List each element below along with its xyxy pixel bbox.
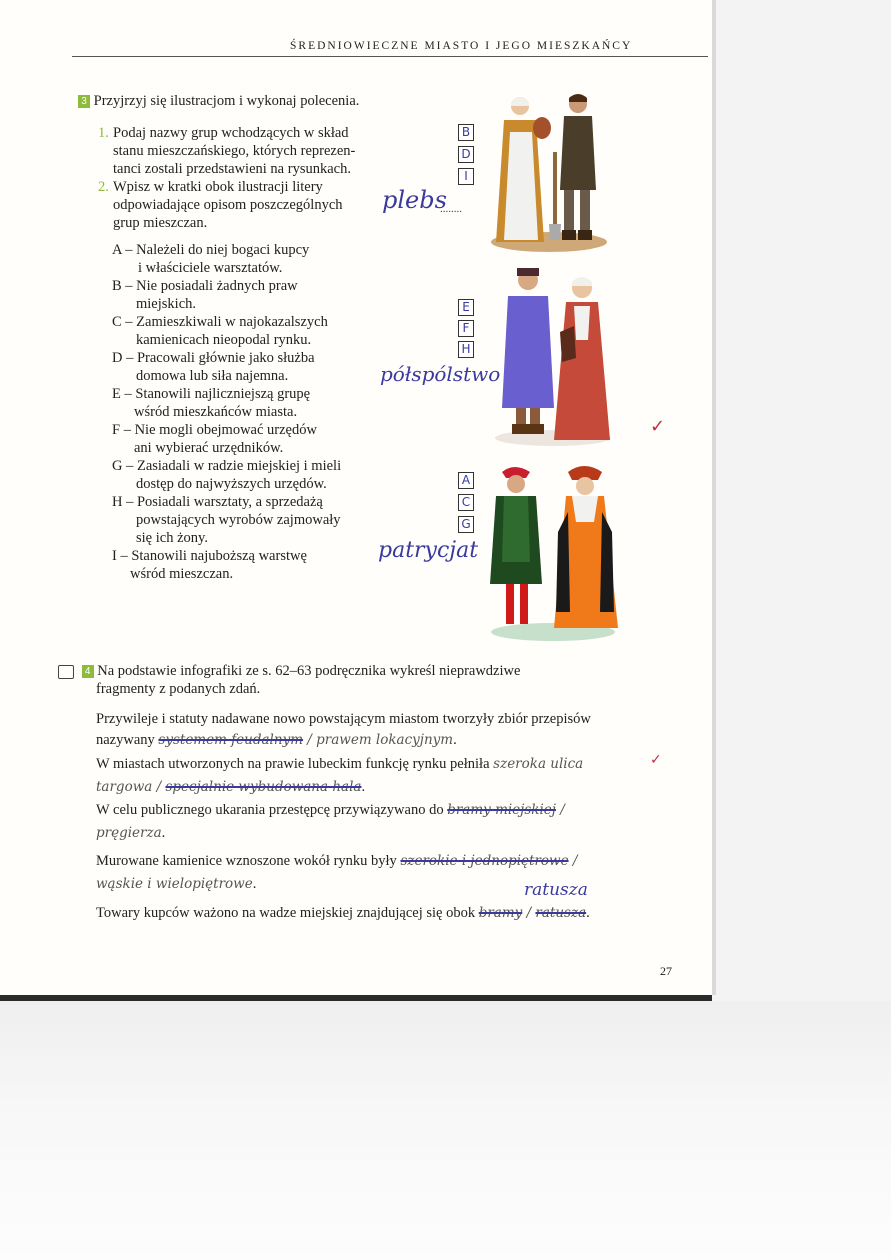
sentence4-prefix: Murowane kamienice wznoszone wokół rynku były xyxy=(96,853,401,869)
sentence4-end: . xyxy=(252,876,257,892)
option-e: E – Stanowili najliczniejszą grupę xyxy=(112,386,311,402)
option-a: A – Należeli do niej bogaci kupcy xyxy=(112,242,310,258)
page-edge xyxy=(712,0,716,995)
sentence2-line2 xyxy=(96,778,365,796)
sentence1-end: . xyxy=(453,732,457,748)
instr2-line2: odpowiadające opisom poszczególnych xyxy=(113,197,343,213)
instr1-line3: tanci zostali przedstawieni na rysunkach. xyxy=(113,161,351,177)
task3-number: 3 xyxy=(78,95,90,108)
sentence3-end: . xyxy=(161,825,166,841)
answer-box-2a[interactable]: E xyxy=(458,299,474,316)
answer-box-1b[interactable]: D xyxy=(458,146,474,163)
option-h: H – Posiadali warsztaty, a sprzedażą xyxy=(112,494,323,510)
sentence2-option1-cont[interactable]: targowa xyxy=(96,779,153,795)
instr2-line1: Wpisz w kratki obok ilustracji litery xyxy=(113,179,323,195)
running-header: ŚREDNIOWIECZNE MIASTO I JEGO MIESZKAŃCY xyxy=(290,40,633,52)
sentence3-line1 xyxy=(96,801,565,819)
option-a-cont: i właściciele warsztatów. xyxy=(138,260,283,276)
option-i-cont: wśród mieszczan. xyxy=(130,566,234,582)
illustration-pospolstwo-couple xyxy=(490,262,616,446)
sentence5-line1 xyxy=(96,904,590,922)
sentence1-separator: / xyxy=(303,732,317,748)
instr2-number: 2. xyxy=(98,179,109,195)
sentence5-option1[interactable]: bramy xyxy=(478,905,523,921)
option-c: C – Zamieszkiwali w najokazalszych xyxy=(112,314,328,330)
teacher-check-mark-1: ✓ xyxy=(650,416,666,437)
sentence3-separator: / xyxy=(555,802,565,818)
sentence3-option2[interactable]: pręgierza xyxy=(96,825,162,841)
answer-box-2b[interactable]: F xyxy=(458,320,474,337)
sentence2-line1 xyxy=(96,755,583,773)
option-b-cont: miejskich. xyxy=(136,296,197,312)
sentence1-line2 xyxy=(96,731,457,749)
option-h-cont2: się ich żony. xyxy=(136,530,208,546)
page-number: 27 xyxy=(660,964,672,978)
illustration-plebs-couple xyxy=(486,92,612,252)
handwritten-answer-plebs[interactable]: plebs xyxy=(382,186,447,214)
sentence2-option2[interactable]: specjalnie wybudowana hala xyxy=(165,779,362,795)
sentence3-prefix: W celu publicznego ukarania przestępcę przywiązywano do xyxy=(96,802,448,818)
option-h-cont: powstających wyrobów zajmowały xyxy=(136,512,341,528)
sentence2-separator: / xyxy=(152,779,166,795)
sentence4-option2[interactable]: wąskie i wielopiętrowe xyxy=(96,876,253,892)
answer-box-3a[interactable]: A xyxy=(458,472,474,489)
teacher-check-mark-2: ✓ xyxy=(650,752,662,768)
option-d: D – Pracowali głównie jako służba xyxy=(112,350,315,366)
sentence2-end: . xyxy=(361,779,366,795)
handwritten-ratusza[interactable]: ratusza xyxy=(524,880,588,900)
sentence4-line1 xyxy=(96,852,577,870)
answer-box-2c[interactable]: H xyxy=(458,341,474,358)
sentence4-separator: / xyxy=(568,853,578,869)
task4-title-row xyxy=(58,662,520,680)
option-b: B – Nie posiadali żadnych praw xyxy=(112,278,298,294)
sentence1-option2[interactable]: prawem lokacyjnym xyxy=(316,732,454,748)
handwritten-answer-polspolstwo[interactable]: półspólstwo xyxy=(380,362,501,386)
option-g: G – Zasiadali w radzie miejskiej i mieli xyxy=(112,458,342,474)
textbook-icon xyxy=(58,665,74,679)
sentence2-prefix: W miastach utworzonych na prawie lubeckim funkcję rynku pełniła xyxy=(96,756,494,772)
task3-title-row xyxy=(78,92,359,110)
sentence3-option1[interactable]: bramy miejskiej xyxy=(447,802,556,818)
answer-box-3c[interactable]: G xyxy=(458,516,474,533)
sentence5-option2[interactable]: ratusza xyxy=(535,905,587,921)
sentence3-line2 xyxy=(96,824,165,842)
sentence4-option1[interactable]: szerokie i jednopiętrowe xyxy=(400,853,569,869)
sentence1-option1[interactable]: systemem feudalnym xyxy=(158,732,303,748)
answer-dots: ........ xyxy=(440,203,462,215)
option-c-cont: kamienicach nieopodal rynku. xyxy=(136,332,312,348)
illustration-patrycjat-couple xyxy=(486,462,620,642)
sentence4-line2 xyxy=(96,875,256,893)
option-d-cont: domowa lub siła najemna. xyxy=(136,368,289,384)
option-f: F – Nie mogli obejmować urzędów xyxy=(112,422,317,438)
background-sheet xyxy=(0,1001,891,1260)
instr1-line2: stanu mieszczańskiego, których reprezen- xyxy=(113,143,356,159)
sentence1-prefix: nazywany xyxy=(96,732,159,748)
task4-title-line1: Na podstawie infografiki ze s. 62–63 podręcznika wykreśl nieprawdziwe xyxy=(97,663,521,679)
header-rule xyxy=(72,56,708,57)
sentence2-option1[interactable]: szeroka ulica xyxy=(493,756,584,772)
sentence5-prefix: Towary kupców ważono na wadze miejskiej znajdującej się obok xyxy=(96,905,479,921)
sentence1-line1: Przywileje i statuty nadawane nowo powstającym miastom tworzyły zbiór przepisów xyxy=(96,711,591,727)
answer-box-1c[interactable]: I xyxy=(458,168,474,185)
option-f-cont: ani wybierać urzędników. xyxy=(134,440,284,456)
answer-box-3b[interactable]: C xyxy=(458,494,474,511)
option-i: I – Stanowili najuboższą warstwę xyxy=(112,548,307,564)
option-g-cont: dostęp do najwyższych urzędów. xyxy=(136,476,327,492)
option-e-cont: wśród mieszkańców miasta. xyxy=(134,404,298,420)
instr1-line1: Podaj nazwy grup wchodzących w skład xyxy=(113,125,349,141)
task4-number: 4 xyxy=(82,665,94,678)
handwritten-answer-patrycjat[interactable]: patrycjat xyxy=(378,538,479,563)
sentence5-separator: / xyxy=(522,905,536,921)
sentence5-end: . xyxy=(586,905,590,921)
instr2-line3: grup mieszczan. xyxy=(113,215,208,231)
task3-title: Przyjrzyj się ilustracjom i wykonaj polecenia. xyxy=(93,93,360,109)
task4-title-line2: fragmenty z podanych zdań. xyxy=(96,681,261,697)
answer-box-1a[interactable]: B xyxy=(458,124,474,141)
instr1-number: 1. xyxy=(98,125,109,141)
